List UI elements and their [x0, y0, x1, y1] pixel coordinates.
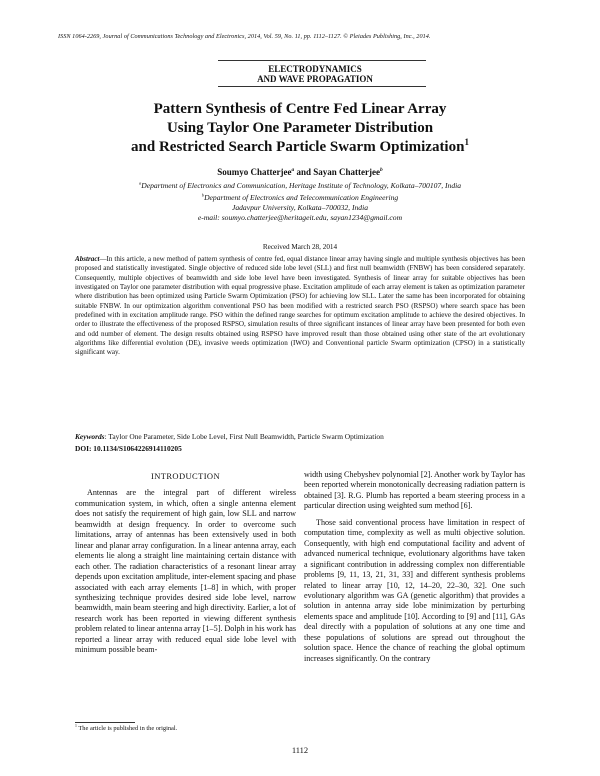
introduction-heading: INTRODUCTION: [150, 471, 220, 481]
footnote-rule: [75, 722, 135, 723]
intro-paragraph-3: Those said conventional process have limitation in respect of computation time, complexity as well as multi objective solution. Consequently, with high end computational facility and advent of advanced numerical technique, evolutionary algorithms have taken a significant contribution in addressing complex non differentiable problems [9, 11, 13, 21, 31, 33] and different synthesis problems related to linear array [10, 12, 14–20, 22–30, 32]. One such evolutionary algorithm was GA (genetic algorithm) that provides a solution in antenna array side lobe minimization by perturbing elements space and amplitude [10]. According to [9] and [11], GAs deal directly with a population of solutions at any one time and these populations of solutions are spread out throughout the solution space. Hence the chance of reaching the global optimum increases significantly. On the contrary: [304, 517, 525, 663]
affiliation-a: $^a$Department of Electronics and Communication, Heritage Institute of Technology, Kolkata–700107, India: [138, 180, 462, 190]
title-line-3: and Restricted Search Particle Swarm Optimization$^1$: [131, 137, 469, 155]
keywords-text: : Taylor One Parameter, Side Lobe Level, First Null Beamwidth, Particle Swarm Optimization: [104, 432, 384, 441]
journal-header: ISSN 1064-2269, Journal of Communications Technology and Electronics, 2014, Vol. 59, No. 11, pp. 1112–1127. © Pleiades Publishing, Inc., 2014.: [58, 33, 431, 40]
affiliation-b-line2: Jadavpur University, Kolkata–700032, India: [231, 203, 369, 212]
intro-paragraph-1: Antennas are the integral part of different wireless communication system, in which, often a single antenna element does not satisfy the requirement of high gain, low SLL and narrow beamwidth at design frequency. In order to overcome such limitations, array of antennas has been extensively used in both linear and planar array configuration. In a linear antenna array, each elements lie along a straight line maintaining certain distance with each other. The radiation characteristics of a resonant linear array depends upon excitation amplitude, inter-element spacing and phase associated with each array elements [1–8] in which, with proper synthesizing technique provides desired side lobe level, narrow beamwidth, main beam steering and high directivity. Earlier, a lot of research work has been reported in viewing different synthesis problem related to linear antenna array [1–5]. Dolph in his work has reported a linear array with reduced equal side lobe level with minimum possible beam-: [75, 488, 296, 655]
abstract: [75, 255, 525, 358]
footnote-text: The article is published in the original.: [78, 725, 178, 732]
keywords-heading: Keywords: [75, 432, 105, 441]
affiliation-b: $^b$Department of Electronics and Telecommunication Engineering Jadavpur University, Kolkata–700032, India e-mail: soumyo.chatterjee@heritageit.edu, sayan1234@gmail.com: [60, 193, 540, 223]
author-2-mark: b: [379, 167, 383, 173]
page-number: 1112: [291, 745, 309, 755]
title-footnote-mark: 1: [464, 137, 469, 147]
section-rule-top: [218, 60, 426, 61]
email-line: e-mail: soumyo.chatterjee@heritageit.edu, sayan1234@gmail.com: [197, 213, 403, 222]
abstract-text: —In this article, a new method of pattern synthesis of centre fed, equal distance linear array having single and multiple synthesis objectives has been proposed and statistically investigated. Single objective of reduced side lobe level (SLL) and first null beamwidth (FNBW) has been considered separately. Consequently, multiple objectives of beamwidth and side lobe level have been investigated. Synthesis of linear array for suitable objectives has been investigated on Taylor one parameter distribution with equal progressive phase. Excitation amplitude of each array element is taken as optimization parameter where distribution has been optimized using Particle Swarm Optimization (PSO) for achieving low SLL. Later the same has been incorporated for obtaining suitable FNBW. In our optimization algorithm conventional PSO has been modified with a restricted search PSO (RSPSO) where search space has been predefined with in excitation amplitude range. PSO within the defined range searches for optimum excitation amplitude to achieve the desired objectives. In order to illustrate the effectiveness of the proposed RSPSO, simulation results of three significant instances of linear array have been presented for both even and odd number of element. The design results obtained using RSPSO have improved result than those obtained using other state of the art evolutionary algorithms like differential evolution (DE), invasive weeds optimization (IWO) and Conventional particle Swarm optimization (CPSO) in a statistically significant way.: [75, 255, 525, 357]
column-right: [304, 470, 525, 664]
abstract-heading: Abstract: [75, 255, 100, 263]
title-line-2: Using Taylor One Parameter Distribution: [166, 120, 434, 136]
footnote-mark: 1: [75, 723, 77, 728]
intro-paragraph-2: width using Chebyshev polynomial [2]. Another work by Taylor has been reported wherein monotonically decreasing radiation pattern is obtained [3]. R.G. Plumb has reported a beam steering process in a particular direction using weighted sum method [6].: [304, 470, 525, 511]
author-1: Soumyo Chatterjee: [217, 167, 292, 177]
keywords: [75, 432, 525, 441]
footnote: [75, 725, 296, 732]
column-left: [75, 470, 296, 656]
authors: [60, 167, 540, 177]
title-line-1: Pattern Synthesis of Centre Fed Linear Array: [153, 101, 447, 117]
section-label-line1: ELECTRODYNAMICS: [268, 64, 362, 74]
author-2: and Sayan Chatterjee: [294, 167, 380, 177]
received-date: Received March 28, 2014: [262, 243, 338, 251]
section-rule-bottom: [218, 86, 426, 87]
doi: DOI: 10.1134/S1064226914110205: [75, 444, 182, 453]
paper-title: [60, 100, 540, 157]
section-label-line2: AND WAVE PROPAGATION: [257, 74, 373, 84]
author-1-mark: a: [291, 167, 295, 173]
section-label: [200, 64, 430, 84]
